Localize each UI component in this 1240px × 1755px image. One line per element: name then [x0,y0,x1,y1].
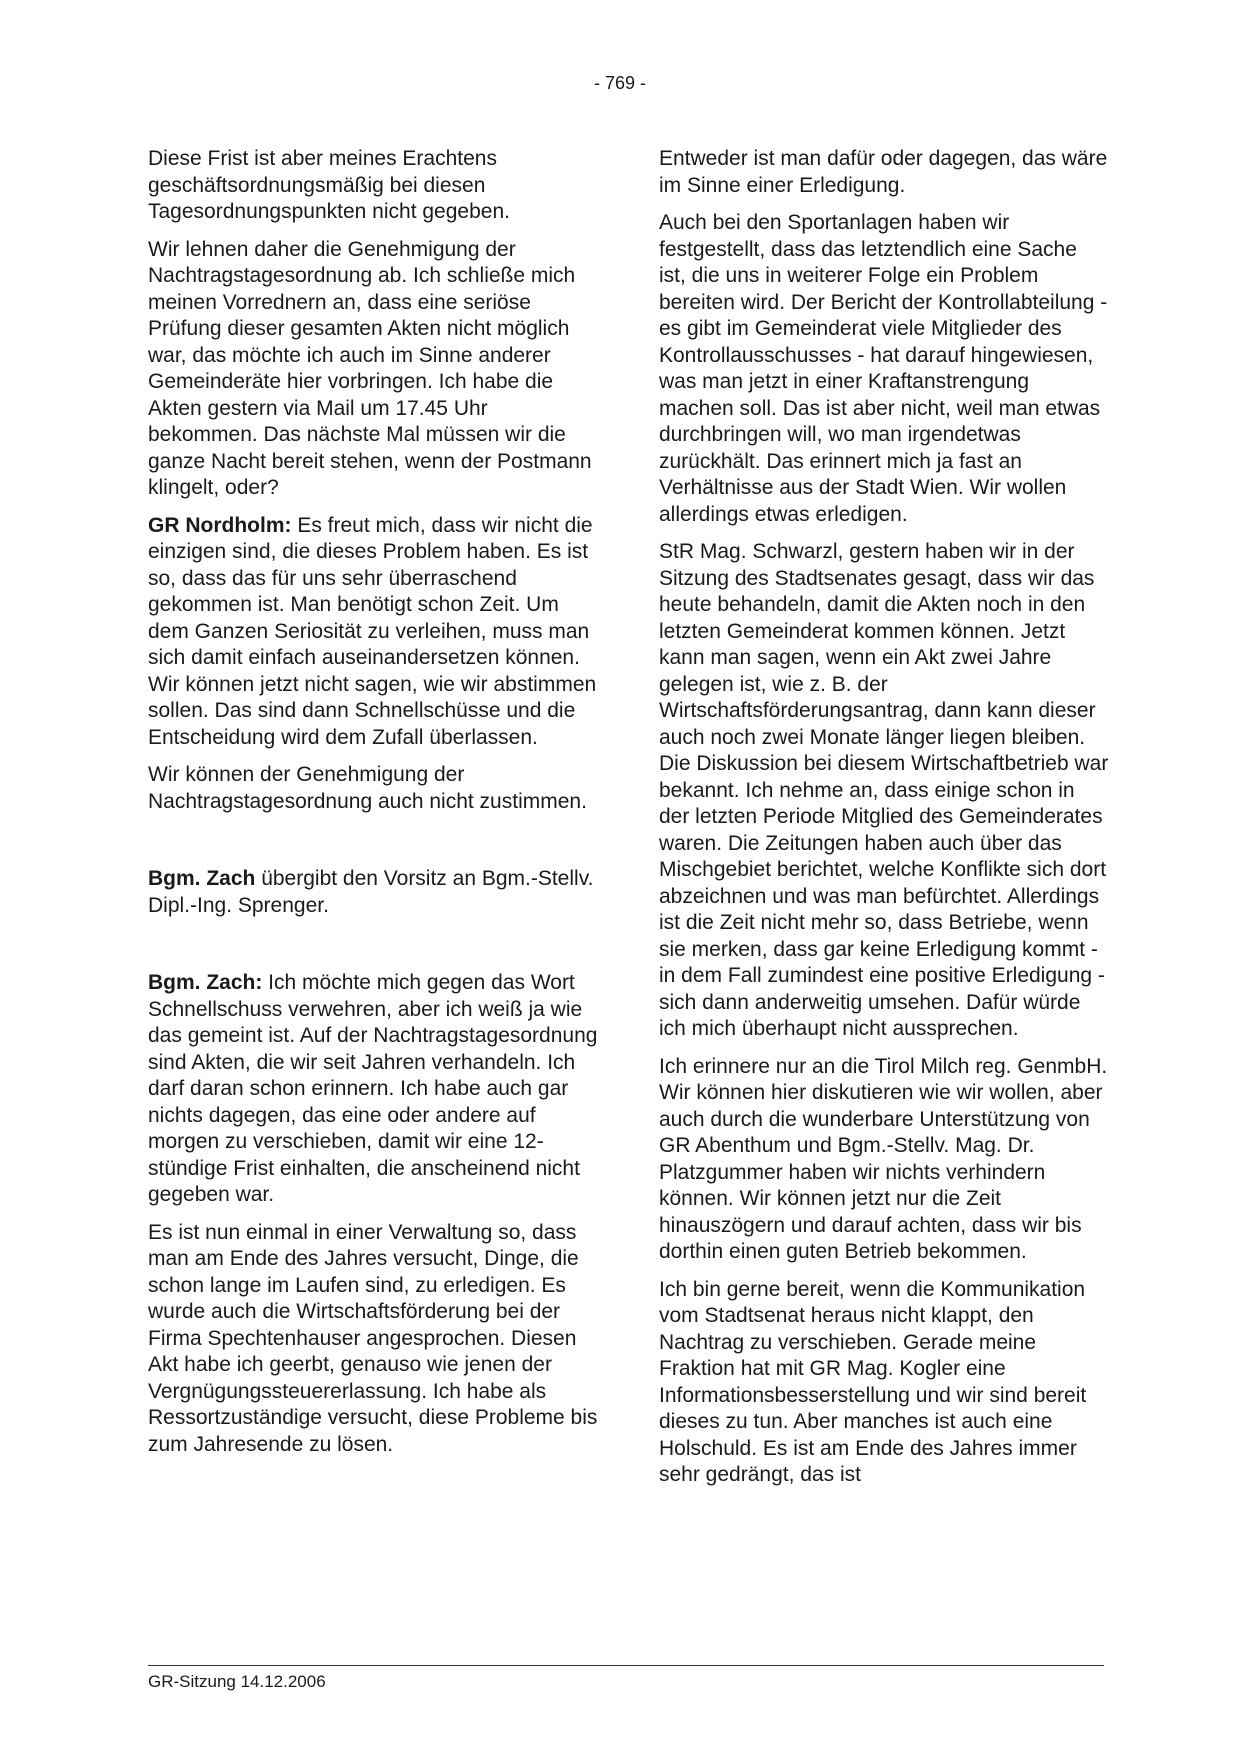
paragraph [148,970,598,1209]
paragraph: StR Mag. Schwarzl, gestern haben wir in der Sitzung des Stadtsenates gesagt, dass wir das heute behandeln, damit die Akten noch in den letzten Gemeinderat kommen können. Jetzt kann man sagen, wenn ein Akt zwei Jahre gelegen ist, wie z. B. der Wirtschaftsförderungsantrag, dann kann dieser auch noch zwei Monate länger liegen bleiben. Die Diskussion bei diesem Wirtschaftbetrieb war bekannt. Ich nehme an, dass einige schon in der letzten Periode Mitglied des Gemeinderates waren. Die Zeitungen haben auch über das Mischgebiet berichtet, welche Konflikte sich dort abzeichnen und was man befürchtet. Allerdings ist die Zeit nicht mehr so, dass Betriebe, wenn sie merken, dass gar keine Erledigung kommt - in dem Fall zumindest eine positive Erledigung - sich dann anderweitig umsehen. Dafür würde ich mich überhaupt nicht aussprechen. [659,540,1109,1040]
paragraph: Diese Frist ist aber meines Erachtens geschäftsordnungsmäßig bei diesen Tagesordnungspunkten nicht gegeben. [148,147,510,223]
paragraph: Ich erinnere nur an die Tirol Milch reg. GenmbH. Wir können hier diskutieren wie wir wollen, aber auch durch die wunderbare Unterstützung von GR Abenthum und Bgm.-Stellv. Mag. Dr. Platzgummer haben wir nichts verhindern können. Wir können jetzt nur die Zeit hinauszögern und darauf achten, dass wir bis dorthin einen guten Betrieb bekommen. [659,1054,1108,1263]
paragraph: Wir lehnen daher die Genehmigung der Nachtragstagesordnung ab. Ich schließe mich meinen Vorrednern an, dass eine seriöse Prüfung dieser gesamten Akten nicht möglich war, das möchte ich auch im Sinne anderer Gemeinderäte hier vorbringen. Ich habe die Akten gestern via Mail um 17.45 Uhr bekommen. Das nächste Mal müssen wir die ganze Nacht bereit stehen, wenn der Postmann klingelt, oder? [148,237,592,499]
paragraph: Wir können der Genehmigung der Nachtragstagesordnung auch nicht zustimmen. [148,763,587,813]
paragraph [148,513,598,752]
left-column [148,146,598,1469]
right-column [659,146,1109,1500]
paragraph [148,866,598,919]
speech-text: Ich möchte mich gegen das Wort Schnellschuss verwehren, aber ich weiß ja wie das gemeint ist. Auf der Nachtragstagesordnung sind Akten, die wir seit Jahren verhandeln. Ich darf daran schon erinnern. Ich habe auch gar nichts dagegen, das eine oder andere auf morgen zu verschieben, damit wir eine 12-stündige Frist einhalten, die anscheinend nicht gegeben war. [148,971,598,1206]
paragraph: Es ist nun einmal in einer Verwaltung so, dass man am Ende des Jahres versucht, Dinge, die schon lange im Laufen sind, zu erledigen. Es wurde auch die Wirtschaftsförderung bei der Firma Spechtenhauser angesprochen. Diesen Akt habe ich geerbt, genauso wie jenen der Vergnügungssteuererlassung. Ich habe als Ressortzuständige versucht, diese Probleme bis zum Jahresende zu lösen. [148,1220,598,1456]
speaker-name: Bgm. Zach [148,867,256,890]
speaker-name: GR Nordholm: [148,513,292,537]
footer-divider [148,1665,1104,1666]
paragraph: Ich bin gerne bereit, wenn die Kommunikation vom Stadtsenat heraus nicht klappt, den Nachtrag zu verschieben. Gerade meine Fraktion hat mit GR Mag. Kogler eine Informationsbesserstellung und wir sind bereit dieses zu tun. Aber manches ist auch eine Holschuld. Es ist am Ende des Jahres immer sehr gedrängt, das ist [659,1277,1087,1486]
paragraph: Entweder ist man dafür oder dagegen, das wäre im Sinne einer Erledigung. [659,147,1108,197]
speaker-name: Bgm. Zach: [148,971,263,994]
speech-text: übergibt den Vorsitz an Bgm.-Stellv. Dipl.-Ing. Sprenger. [148,867,594,917]
paragraph: Auch bei den Sportanlagen haben wir festgestellt, dass das letztendlich eine Sache ist, die uns in weiterer Folge ein Problem bereiten wird. Der Bericht der Kontrollabteilung - es gibt im Gemeinderat viele Mitglieder des Kontrollausschusses - hat darauf hingewiesen, was man jetzt in einer Kraftanstrengung machen soll. Das ist aber nicht, weil man etwas durchbringen will, wo man irgendetwas zurückhält. Das erinnert mich ja fast an Verhältnisse aus der Stadt Wien. Wir wollen allerdings etwas erledigen. [659,211,1108,526]
speech-text: Es freut mich, dass wir nicht die einzigen sind, die dieses Problem haben. Es ist so, dass das für uns sehr überraschend gekommen ist. Man benötigt schon Zeit. Um dem Ganzen Seriosität zu verleihen, muss man sich damit einfach auseinandersetzen können. Wir können jetzt nicht sagen, wie wir abstimmen sollen. Das sind dann Schnellschüsse und die Entscheidung wird dem Zufall überlassen. [148,513,597,749]
footer-text: GR-Sitzung 14.12.2006 [148,1672,326,1691]
page-number: - 769 - [593,73,647,93]
